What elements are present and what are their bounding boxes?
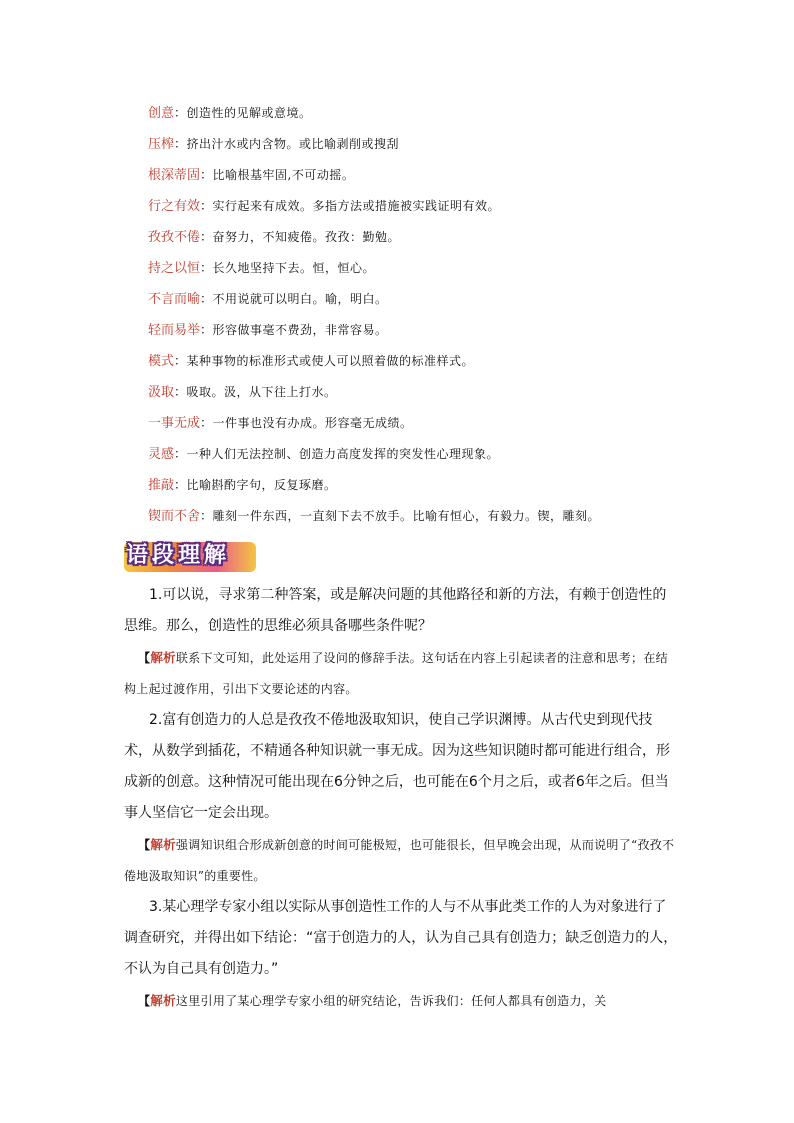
vocab-term: 创意	[148, 106, 175, 121]
vocab-definition: 某种事物的标准形式或使人可以照着做的标准样式。	[186, 354, 475, 368]
vocab-term: 灵感	[148, 447, 175, 462]
vocab-definition: 不用说就可以明白。喻，明白。	[212, 292, 388, 306]
vocab-term: 锲而不舍	[148, 509, 201, 524]
vocab-item: 模式：某种事物的标准形式或使人可以照着做的标准样式。	[148, 353, 475, 369]
vocab-term: 汲取	[148, 385, 175, 400]
heading-char: 段	[152, 543, 175, 568]
vocab-definition: 一种人们无法控制、创造力高度发挥的突发性心理现象。	[186, 447, 500, 461]
vocab-item: 锲而不舍：雕刻一件东西，一直刻下去不放手。比喻有恒心，有毅力。锲，雕刻。	[148, 508, 601, 524]
analysis-note: 【解析强调知识组合形成新创意的时间可能极短，也可能很长，但早晚会出现，从而说明了“孜孜不倦地汲取知识”的重要性。	[124, 837, 675, 883]
analysis-tag: 解析	[150, 993, 176, 1008]
vocab-term: 轻而易举	[148, 323, 201, 338]
analysis-note: 【解析这里引用了某心理学专家小组的研究结论，告诉我们：任何人都具有创造力，关	[138, 993, 607, 1008]
vocab-term: 压榨	[148, 137, 175, 152]
analysis-tag: 解析	[150, 650, 176, 665]
vocab-definition: 比喻根基牢固,不可动摇。	[212, 168, 355, 182]
vocab-item: 不言而喻：不用说就可以明白。喻，明白。	[148, 291, 388, 307]
passage-paragraph: 3.某心理学专家小组以实际从事创造性工作的人与不从事此类工作的人为对象进行了调查研究，并得出如下结论：“富于创造力的人，认为自己具有创造力；缺乏创造力的人，不认为自己具有创造力。”	[124, 899, 678, 977]
vocab-definition: 雕刻一件东西，一直刻下去不放手。比喻有恒心，有毅力。锲，雕刻。	[212, 509, 601, 523]
vocab-item: 轻而易举：形容做事毫不费劲，非常容易。	[148, 322, 388, 338]
vocab-item: 孜孜不倦：奋努力，不知疲倦。孜孜：勤勉。	[148, 229, 401, 245]
vocabulary-list	[148, 100, 708, 534]
vocab-term: 推敲	[148, 478, 175, 493]
analysis-text: 强调知识组合形成新创意的时间可能极短，也可能很长，但早晚会出现，从而说明了“孜孜不倦地汲取知识”的重要性。	[124, 838, 675, 883]
analysis-tag: 解析	[150, 837, 176, 852]
vocab-term: 模式	[148, 354, 175, 369]
vocab-term: 根深蒂固	[148, 168, 201, 183]
vocab-definition: 创造性的见解或意境。	[186, 106, 312, 120]
vocab-definition: 奋努力，不知疲倦。孜孜：勤勉。	[212, 230, 401, 244]
vocab-item: 一事无成：一件事也没有办成。形容毫无成绩。	[148, 415, 413, 431]
heading-char: 理	[178, 543, 201, 568]
vocab-definition: 长久地坚持下去。恒，恒心。	[212, 261, 376, 275]
vocab-item: 持之以恒：长久地坚持下去。恒，恒心。	[148, 260, 376, 276]
heading-char: 语	[126, 543, 149, 568]
vocab-definition: 挤出汁水或内含物。或比喻剥削或搜刮	[186, 137, 400, 151]
vocab-item: 行之有效：实行起来有成效。多指方法或措施被实践证明有效。	[148, 198, 501, 214]
vocab-definition: 形容做事毫不费劲，非常容易。	[212, 323, 388, 337]
vocab-item: 根深蒂固：比喻根基牢固,不可动摇。	[148, 167, 355, 183]
vocab-definition: 吸取。汲，从下往上打水。	[186, 385, 337, 399]
vocab-definition: 实行起来有成效。多指方法或措施被实践证明有效。	[212, 199, 501, 213]
heading-char: 解	[204, 543, 227, 568]
analysis-text: 联系下文可知，此处运用了设问的修辞手法。这句话在内容上引起读者的注意和思考；在结构上起过渡作用，引出下文要论述的内容。	[124, 651, 668, 696]
analysis-text: 这里引用了某心理学专家小组的研究结论，告诉我们：任何人都具有创造力，关	[175, 994, 607, 1008]
vocab-item: 汲取：吸取。汲，从下往上打水。	[148, 384, 337, 400]
vocab-term: 孜孜不倦	[148, 230, 201, 245]
passage-paragraph: 2.富有创造力的人总是孜孜不倦地汲取知识，使自己学识渊博。从古代史到现代技术，从数学到插花，不精通各种知识就一事无成。因为这些知识随时都可能进行组合，形成新的创意。这种情况可能出现在6分钟之后，也可能在6个月之后，或者6年之后。但当事人坚信它一定会出现。	[124, 712, 670, 821]
vocab-term: 一事无成	[148, 416, 201, 431]
vocab-item: 推敲：比喻斟酌字句，反复琢磨。	[148, 477, 337, 493]
vocab-item: 压榨：挤出汁水或内含物。或比喻剥削或搜刮	[148, 136, 400, 152]
vocab-definition: 一件事也没有办成。形容毫无成绩。	[212, 416, 413, 430]
vocab-term: 不言而喻	[148, 292, 201, 307]
section-heading	[124, 540, 228, 572]
vocab-item: 灵感：一种人们无法控制、创造力高度发挥的突发性心理现象。	[148, 446, 500, 462]
passage-paragraph: 1.可以说，寻求第二种答案，或是解决问题的其他路径和新的方法，有赖于创造性的思维。那么，创造性的思维必须具备哪些条件呢？	[124, 587, 667, 634]
passage-analysis	[124, 580, 678, 1017]
analysis-note: 【解析联系下文可知，此处运用了设问的修辞手法。这句话在内容上引起读者的注意和思考；在结构上起过渡作用，引出下文要论述的内容。	[124, 650, 668, 696]
vocab-term: 持之以恒	[148, 261, 201, 276]
vocab-definition: 比喻斟酌字句，反复琢磨。	[186, 478, 337, 492]
vocab-item: 创意：创造性的见解或意境。	[148, 105, 312, 121]
vocab-term: 行之有效	[148, 199, 201, 214]
